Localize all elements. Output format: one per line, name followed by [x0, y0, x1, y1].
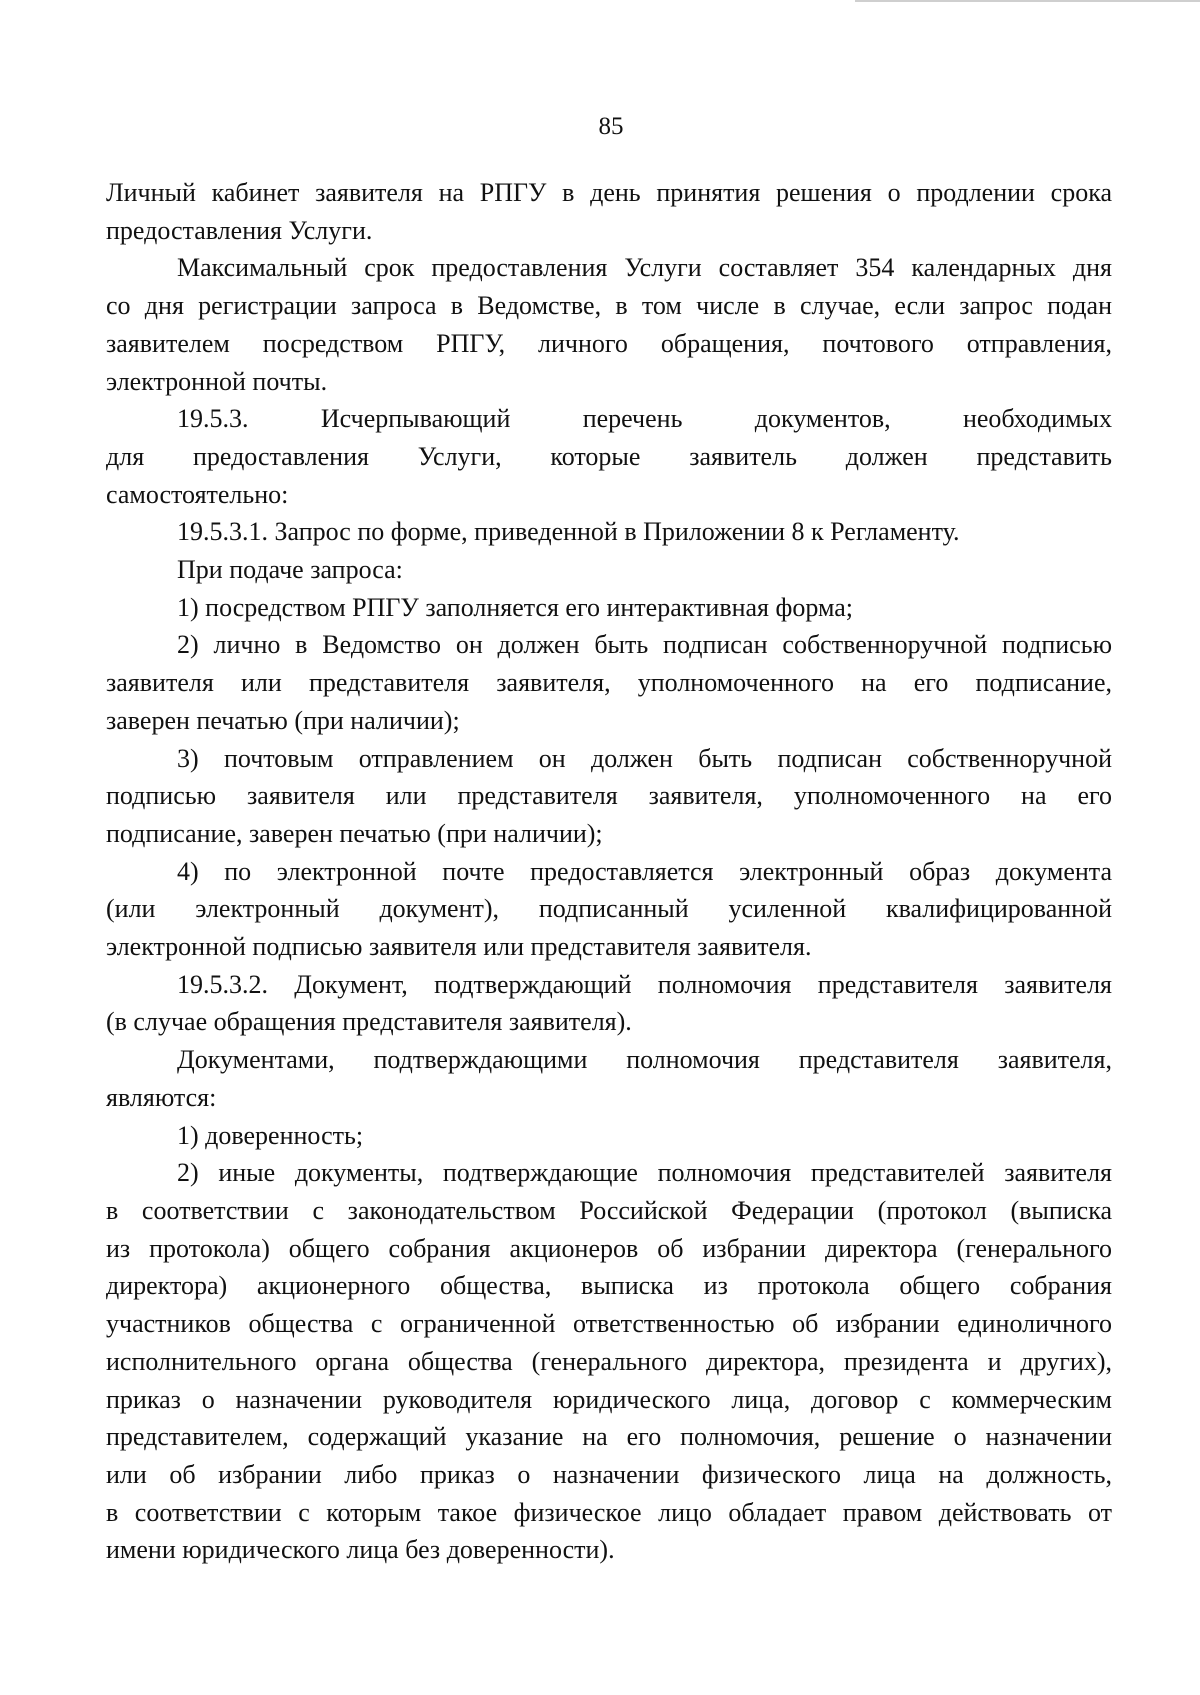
text-line: Максимальный срок предоставления Услуги составляет 354 календарных дня: [177, 253, 1112, 283]
paragraph: [106, 400, 1112, 513]
text-line: (в случае обращения представителя заявителя).: [106, 1007, 632, 1037]
paragraph: [106, 589, 1112, 627]
text-line: Документами, подтверждающими полномочия представителя заявителя,: [177, 1045, 1112, 1075]
text-line: в соответствии с законодательством Российской Федерации (протокол (выписка: [106, 1195, 1112, 1225]
text-line: директора) акционерного общества, выписка из протокола общего собрания: [106, 1271, 1112, 1301]
text-line: подписание, заверен печатью (при наличии);: [106, 818, 603, 848]
paragraph: [106, 740, 1112, 853]
text-line: 19.5.3.2. Документ, подтверждающий полномочия представителя заявителя: [177, 969, 1112, 999]
text-line: 3) почтовым отправлением он должен быть подписан собственноручной: [177, 743, 1112, 773]
paragraph: [106, 249, 1112, 400]
text-line: электронной почты.: [106, 366, 328, 396]
text-line: 1) доверенность;: [177, 1120, 364, 1150]
text-line: (или электронный документ), подписанный усиленной квалифицированной: [106, 894, 1112, 924]
text-line: подписью заявителя или представителя заявителя, уполномоченного на его: [106, 781, 1112, 811]
text-line: электронной подписью заявителя или представителя заявителя.: [106, 932, 812, 962]
text-line: в соответствии с которым такое физическое лицо обладает правом действовать от: [106, 1497, 1112, 1527]
paragraph: [106, 626, 1112, 739]
text-line: из протокола) общего собрания акционеров об избрании директора (генерального: [106, 1233, 1112, 1263]
paragraph: [106, 1117, 1112, 1155]
text-line: или об избрании либо приказ о назначении физического лица на должность,: [106, 1459, 1112, 1489]
text-line: участников общества с ограниченной ответственностью об избрании единоличного: [106, 1309, 1112, 1339]
paragraph: [106, 966, 1112, 1041]
text-line: заверен печатью (при наличии);: [106, 705, 460, 735]
text-line: При подаче запроса:: [177, 555, 403, 585]
text-line: приказ о назначении руководителя юридического лица, договор с коммерческим: [106, 1384, 1112, 1414]
text-line: Личный кабинет заявителя на РПГУ в день принятия решения о продлении срока: [106, 178, 1112, 207]
text-line: 19.5.3. Исчерпывающий перечень документов, необходимых: [177, 404, 1112, 434]
paragraph: [106, 174, 1112, 249]
paragraph: [106, 1154, 1112, 1569]
page-number: 85: [598, 113, 624, 140]
text-line: 2) лично в Ведомство он должен быть подписан собственноручной подписью: [177, 630, 1112, 660]
text-line: заявителя или представителя заявителя, уполномоченного на его подписание,: [106, 668, 1112, 698]
scan-edge-line: [855, 0, 1200, 2]
text-line: для предоставления Услуги, которые заявитель должен представить: [106, 441, 1112, 471]
text-line: представителем, содержащий указание на его полномочия, решение о назначении: [106, 1422, 1112, 1452]
text-line: самостоятельно:: [106, 479, 289, 509]
text-line: имени юридического лица без доверенности).: [106, 1535, 615, 1565]
text-line: 1) посредством РПГУ заполняется его интерактивная форма;: [177, 592, 853, 622]
text-line: заявителем посредством РПГУ, личного обращения, почтового отправления,: [106, 328, 1112, 358]
paragraph: [106, 853, 1112, 966]
paragraph: [106, 551, 1112, 589]
text-line: исполнительного органа общества (генерального директора, президента и других),: [106, 1346, 1112, 1376]
text-line: 2) иные документы, подтверждающие полномочия представителей заявителя: [177, 1158, 1112, 1188]
paragraph: [106, 1041, 1112, 1116]
text-line: 19.5.3.1. Запрос по форме, приведенной в Приложении 8 к Регламенту.: [177, 517, 960, 547]
text-line: со дня регистрации запроса в Ведомстве, в том числе в случае, если запрос подан: [106, 291, 1112, 321]
text-line: 4) по электронной почте предоставляется электронный образ документа: [177, 856, 1112, 886]
document-body: [106, 174, 1112, 1569]
text-line: предоставления Услуги.: [106, 215, 373, 245]
text-line: являются:: [106, 1082, 217, 1112]
paragraph: [106, 513, 1112, 551]
